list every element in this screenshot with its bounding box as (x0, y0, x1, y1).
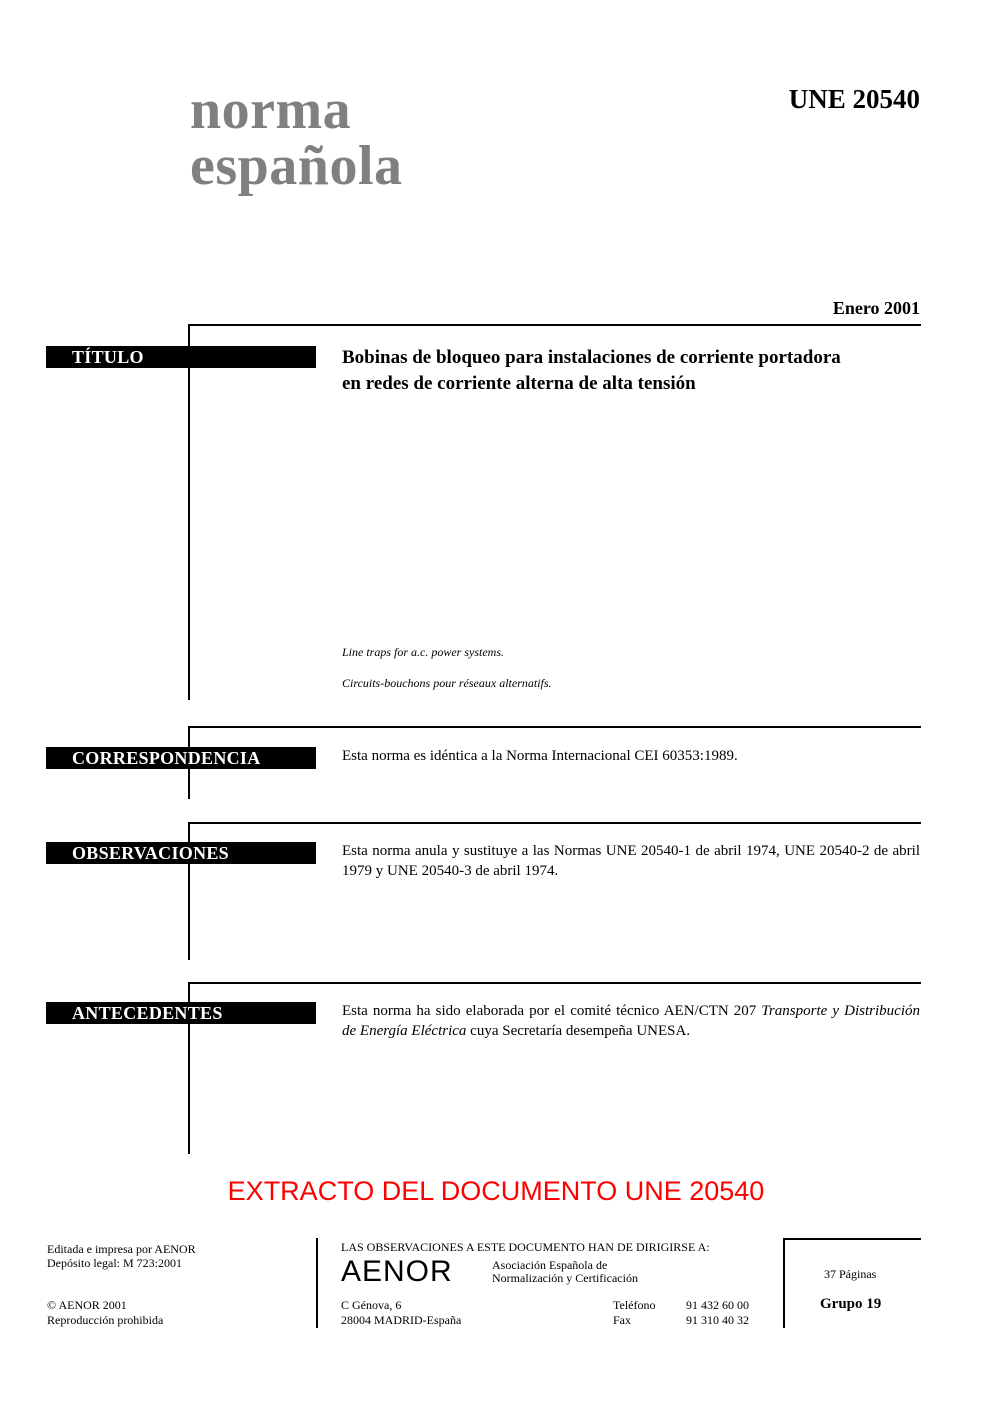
footer-box-top (783, 1238, 921, 1240)
title-line-2: en redes de corriente alterna de alta tensión (342, 373, 696, 394)
document-title (342, 345, 920, 397)
footer-fax-label: Fax (613, 1313, 631, 1327)
antecedentes-committee-name: Transporte y Distribución de Energía Eléctrica (342, 1003, 920, 1039)
section-label-titulo: TÍTULO (46, 346, 316, 368)
antecedentes-text-b: cuya Secretaría desempeña UNESA. (466, 1023, 691, 1039)
section-label-antecedentes: ANTECEDENTES (46, 1002, 316, 1024)
footer-edited: Editada e impresa por AENOR (47, 1242, 196, 1256)
standard-code: UNE 20540 (788, 84, 920, 114)
vertical-rule-titulo (188, 324, 190, 700)
brand-title (190, 79, 403, 197)
page-count: 37 Páginas (824, 1267, 877, 1281)
assoc-line-1: Asociación Española de (492, 1258, 608, 1272)
divider-antecedentes (188, 982, 921, 984)
footer-address-line-1: C Génova, 6 (341, 1298, 402, 1312)
footer-phone: 91 432 60 00 (686, 1298, 749, 1312)
brand-line-2: española (190, 135, 403, 197)
footer-fax: 91 310 40 32 (686, 1313, 749, 1327)
antecedentes-text-a: Esta norma ha sido elaborada por el comité técnico AEN/CTN 207 (342, 1003, 762, 1019)
assoc-line-2: Normalización y Certificación (492, 1271, 638, 1285)
footer-reproduction: Reproducción prohibida (47, 1313, 164, 1327)
section-label-observaciones: OBSERVACIONES (46, 842, 316, 864)
title-line-1: Bobinas de bloqueo para instalaciones de corriente portadora (342, 347, 841, 368)
correspondencia-text: Esta norma es idéntica a la Norma Internacional CEI 60353:1989. (342, 748, 738, 764)
footer-rule-right (783, 1238, 785, 1328)
divider-correspondencia (188, 726, 921, 728)
title-english: Line traps for a.c. power systems. (342, 645, 504, 659)
brand-line-1: norma (190, 79, 352, 141)
antecedentes-text (342, 1001, 920, 1041)
footer-deposit: Depósito legal: M 723:2001 (47, 1256, 182, 1270)
price-group: Grupo 19 (820, 1296, 882, 1312)
divider-titulo (188, 324, 921, 326)
aenor-logo: AENOR (341, 1255, 453, 1288)
extract-watermark: EXTRACTO DEL DOCUMENTO UNE 20540 (227, 1176, 765, 1206)
divider-observaciones (188, 822, 921, 824)
section-label-correspondencia: CORRESPONDENCIA (46, 747, 316, 769)
observaciones-text: Esta norma anula y sustituye a las Normas UNE 20540-1 de abril 1974, UNE 20540-2 de abril 1979 y UNE 20540-3 de abril 1974. (342, 843, 920, 879)
title-french: Circuits-bouchons pour réseaux alternatifs. (342, 676, 552, 690)
footer-address-line-2: 28004 MADRID-España (341, 1313, 462, 1327)
footer-copyright: © AENOR 2001 (47, 1298, 127, 1312)
publication-date: Enero 2001 (832, 298, 920, 318)
footer-phone-label: Teléfono (613, 1298, 656, 1312)
aenor-association-name (492, 1259, 638, 1285)
footer-rule-left (316, 1238, 318, 1328)
footer-observations-heading: LAS OBSERVACIONES A ESTE DOCUMENTO HAN DE DIRIGIRSE A: (341, 1240, 710, 1254)
